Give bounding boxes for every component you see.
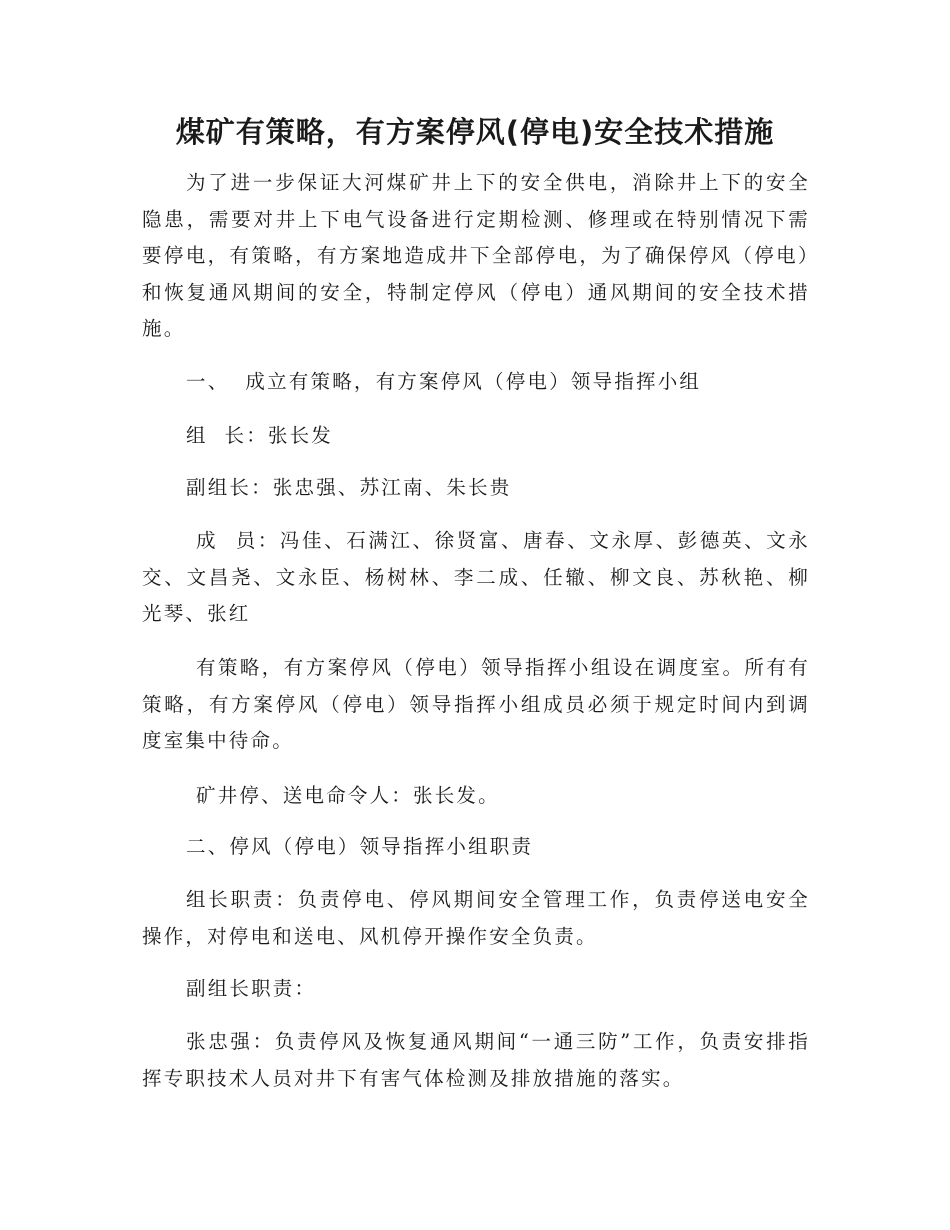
group-leader-name: 张长发 xyxy=(267,424,334,447)
section-1-text: 成立有策略，有方案停风（停电）领导指挥小组 xyxy=(245,370,702,393)
section-1-number: 一、 xyxy=(186,370,230,393)
section-1-heading xyxy=(142,364,810,401)
document-title: 煤矿有策略，有方案停风(停电)安全技术措施 xyxy=(175,115,775,149)
zhang-duty-paragraph: 张忠强：负责停风及恢复通风期间“一通三防”工作，负责安排指挥专职技术人员对井下有害气体检测及排放措施的落实。 xyxy=(142,1030,810,1090)
deputy-leaders-line: 副组长：张忠强、苏江南、朱长贵 xyxy=(186,476,512,499)
leader-duty-paragraph: 组长职责：负责停电、停风期间安全管理工作，负责停送电安全操作，对停电和送电、风机停开操作安全负责。 xyxy=(142,888,810,948)
commander-line: 矿井停、送电命令人：张长发。 xyxy=(196,784,500,807)
members-paragraph: 成 员：冯佳、石满江、徐贤富、唐春、文永厚、彭德英、文永交、文昌尧、文永臣、杨树林、李二成、任辙、柳文良、苏秋艳、柳光琴、张红 xyxy=(142,529,810,625)
intro-paragraph: 为了进一步保证大河煤矿井上下的安全供电，消除井上下的安全隐患，需要对井上下电气设备进行定期检测、修理或在特别情况下需要停电，有策略，有方案地造成井下全部停电，为了确保停风（停电）和恢复通风期间的安全，特制定停风（停电）通风期间的安全技术措施。 xyxy=(142,171,810,340)
group-leader-label: 组 长： xyxy=(186,424,268,447)
section-2-heading: 二、停风（停电）领导指挥小组职责 xyxy=(186,835,534,858)
group-leader-line xyxy=(142,418,810,455)
location-paragraph: 有策略，有方案停风（停电）领导指挥小组设在调度室。所有有策略，有方案停风（停电）领导指挥小组成员必须于规定时间内到调度室集中待命。 xyxy=(142,656,810,752)
deputy-duty-heading: 副组长职责： xyxy=(186,977,317,1000)
